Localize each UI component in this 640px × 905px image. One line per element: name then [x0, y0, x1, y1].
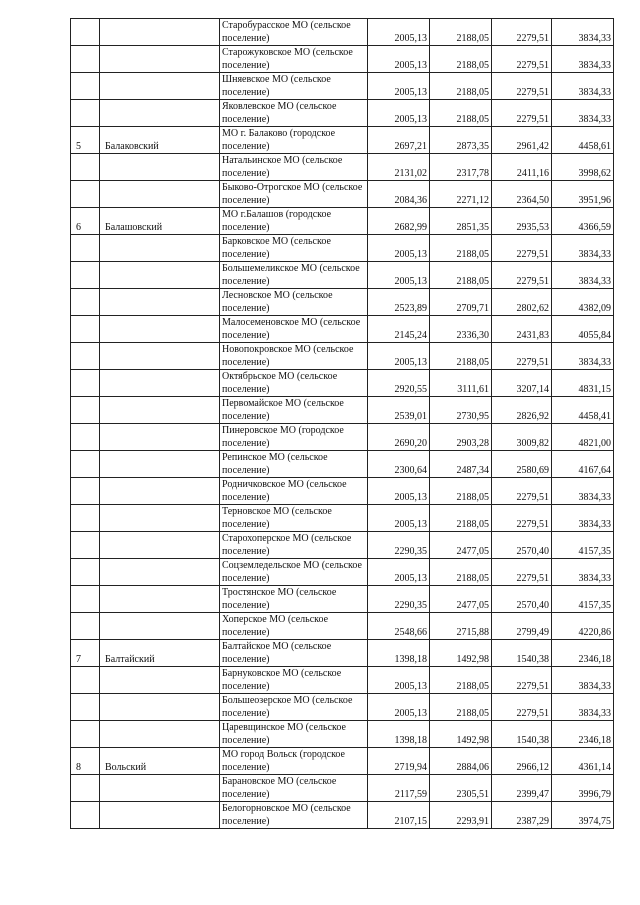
municipality-name: Пинеровское МО (городское поселение): [220, 424, 368, 451]
value-col-2: 2336,30: [430, 316, 492, 343]
district-name: [100, 478, 220, 505]
value-col-4: 4366,59: [552, 208, 614, 235]
municipality-name: Репинское МО (сельское поселение): [220, 451, 368, 478]
district-name: [100, 667, 220, 694]
district-name: [100, 613, 220, 640]
municipality-name: Белогорновское МО (сельское поселение): [220, 802, 368, 829]
value-col-1: 2682,99: [368, 208, 430, 235]
value-col-1: 1398,18: [368, 640, 430, 667]
table-row: [71, 505, 614, 532]
municipality-name: МО г.Балашов (городское поселение): [220, 208, 368, 235]
value-col-3: 2279,51: [492, 505, 552, 532]
value-col-3: 2431,83: [492, 316, 552, 343]
value-col-4: 3834,33: [552, 19, 614, 46]
value-col-2: 2851,35: [430, 208, 492, 235]
row-number: [71, 370, 100, 397]
municipality-name: МО г. Балаково (городское поселение): [220, 127, 368, 154]
municipality-name: Барановское МО (сельское поселение): [220, 775, 368, 802]
value-col-1: 2107,15: [368, 802, 430, 829]
value-col-4: 4821,00: [552, 424, 614, 451]
value-col-3: 2387,29: [492, 802, 552, 829]
value-col-1: 2005,13: [368, 694, 430, 721]
municipality-name: Царевщинское МО (сельское поселение): [220, 721, 368, 748]
district-name: [100, 505, 220, 532]
row-number: [71, 46, 100, 73]
municipality-name: Большеозерское МО (сельское поселение): [220, 694, 368, 721]
district-name: Балаковский: [100, 127, 220, 154]
row-number: [71, 19, 100, 46]
value-col-2: 2188,05: [430, 694, 492, 721]
value-col-2: 2730,95: [430, 397, 492, 424]
value-col-1: 2005,13: [368, 667, 430, 694]
value-col-1: 2697,21: [368, 127, 430, 154]
value-col-4: 4458,61: [552, 127, 614, 154]
table-row: [71, 316, 614, 343]
table-row: [71, 370, 614, 397]
table-row: [71, 289, 614, 316]
district-name: [100, 802, 220, 829]
row-number: [71, 100, 100, 127]
value-col-4: 3834,33: [552, 694, 614, 721]
table-row: [71, 559, 614, 586]
value-col-3: 2279,51: [492, 262, 552, 289]
row-number: [71, 235, 100, 262]
district-name: [100, 586, 220, 613]
table-row: [71, 262, 614, 289]
municipality-name: Барковское МО (сельское поселение): [220, 235, 368, 262]
value-col-1: 2005,13: [368, 343, 430, 370]
value-col-3: 2802,62: [492, 289, 552, 316]
value-col-1: 2719,94: [368, 748, 430, 775]
table-row: [71, 46, 614, 73]
row-number: [71, 154, 100, 181]
table-row: [71, 424, 614, 451]
district-name: [100, 775, 220, 802]
row-number: [71, 451, 100, 478]
district-name: [100, 46, 220, 73]
value-col-2: 2487,34: [430, 451, 492, 478]
row-number: [71, 559, 100, 586]
municipality-name: Новопокровское МО (сельское поселение): [220, 343, 368, 370]
value-col-2: 2188,05: [430, 478, 492, 505]
value-col-4: 3834,33: [552, 73, 614, 100]
value-col-2: 2188,05: [430, 46, 492, 73]
value-col-4: 4831,15: [552, 370, 614, 397]
row-number: [71, 262, 100, 289]
row-number: [71, 181, 100, 208]
row-number: [71, 532, 100, 559]
value-col-3: 2411,16: [492, 154, 552, 181]
district-name: [100, 370, 220, 397]
table-row: [71, 343, 614, 370]
table-row: [71, 640, 614, 667]
value-col-4: 3834,33: [552, 667, 614, 694]
municipality-name: МО город Вольск (городское поселение): [220, 748, 368, 775]
value-col-1: 2131,02: [368, 154, 430, 181]
municipality-name: Натальинское МО (сельское поселение): [220, 154, 368, 181]
value-col-3: 3207,14: [492, 370, 552, 397]
table-row: [71, 154, 614, 181]
district-name: [100, 235, 220, 262]
municipality-name: Старохоперское МО (сельское поселение): [220, 532, 368, 559]
municipality-name: Яковлевское МО (сельское поселение): [220, 100, 368, 127]
value-col-2: 3111,61: [430, 370, 492, 397]
municipality-name: Старожуковское МО (сельское поселение): [220, 46, 368, 73]
table-row: [71, 127, 614, 154]
value-col-3: 3009,82: [492, 424, 552, 451]
value-col-4: 4055,84: [552, 316, 614, 343]
row-number: [71, 613, 100, 640]
value-col-2: 2188,05: [430, 505, 492, 532]
value-col-3: 2966,12: [492, 748, 552, 775]
value-col-1: 2290,35: [368, 586, 430, 613]
district-name: Балтайский: [100, 640, 220, 667]
municipality-name: Барнуковское МО (сельское поселение): [220, 667, 368, 694]
value-col-1: 2005,13: [368, 19, 430, 46]
value-col-3: 2279,51: [492, 667, 552, 694]
value-col-1: 2690,20: [368, 424, 430, 451]
table-row: [71, 721, 614, 748]
district-name: [100, 100, 220, 127]
value-col-2: 2477,05: [430, 586, 492, 613]
district-name: [100, 532, 220, 559]
district-name: [100, 19, 220, 46]
value-col-4: 3834,33: [552, 100, 614, 127]
value-col-1: 2005,13: [368, 235, 430, 262]
municipality-name: Быково-Отрогское МО (сельское поселение): [220, 181, 368, 208]
value-col-3: 2826,92: [492, 397, 552, 424]
value-col-2: 2188,05: [430, 100, 492, 127]
value-col-4: 3998,62: [552, 154, 614, 181]
value-col-3: 2279,51: [492, 478, 552, 505]
value-col-4: 2346,18: [552, 640, 614, 667]
table-row: [71, 478, 614, 505]
table-row: [71, 586, 614, 613]
value-col-1: 2005,13: [368, 46, 430, 73]
district-name: [100, 73, 220, 100]
tariff-table: [70, 18, 614, 829]
municipality-name: Малосеменовское МО (сельское поселение): [220, 316, 368, 343]
value-col-2: 2188,05: [430, 19, 492, 46]
district-name: [100, 721, 220, 748]
value-col-4: 4458,41: [552, 397, 614, 424]
municipality-name: Шняевское МО (сельское поселение): [220, 73, 368, 100]
value-col-1: 1398,18: [368, 721, 430, 748]
value-col-3: 2364,50: [492, 181, 552, 208]
value-col-2: 2271,12: [430, 181, 492, 208]
value-col-2: 2715,88: [430, 613, 492, 640]
district-name: Балашовский: [100, 208, 220, 235]
municipality-name: Хоперское МО (сельское поселение): [220, 613, 368, 640]
municipality-name: Лесновское МО (сельское поселение): [220, 289, 368, 316]
table-row: [71, 208, 614, 235]
value-col-3: 2580,69: [492, 451, 552, 478]
table-row: [71, 748, 614, 775]
municipality-name: Соцземледельское МО (сельское поселение): [220, 559, 368, 586]
row-number: [71, 694, 100, 721]
row-number: [71, 802, 100, 829]
value-col-3: 2961,42: [492, 127, 552, 154]
row-number: [71, 721, 100, 748]
table-row: [71, 100, 614, 127]
row-number: 6: [71, 208, 100, 235]
value-col-1: 2539,01: [368, 397, 430, 424]
row-number: [71, 478, 100, 505]
table-row: [71, 73, 614, 100]
value-col-4: 3974,75: [552, 802, 614, 829]
table-row: [71, 19, 614, 46]
table-row: [71, 451, 614, 478]
value-col-4: 3834,33: [552, 343, 614, 370]
value-col-4: 4157,35: [552, 532, 614, 559]
value-col-3: 2279,51: [492, 73, 552, 100]
table-row: [71, 181, 614, 208]
table-row: [71, 667, 614, 694]
district-name: [100, 289, 220, 316]
value-col-2: 2873,35: [430, 127, 492, 154]
value-col-3: 2279,51: [492, 694, 552, 721]
value-col-1: 2084,36: [368, 181, 430, 208]
value-col-3: 2279,51: [492, 19, 552, 46]
value-col-3: 2279,51: [492, 100, 552, 127]
table-row: [71, 694, 614, 721]
value-col-2: 2317,78: [430, 154, 492, 181]
value-col-3: 2279,51: [492, 46, 552, 73]
district-name: [100, 343, 220, 370]
value-col-1: 2523,89: [368, 289, 430, 316]
value-col-4: 4382,09: [552, 289, 614, 316]
district-name: [100, 262, 220, 289]
value-col-2: 2884,06: [430, 748, 492, 775]
value-col-4: 3834,33: [552, 46, 614, 73]
district-name: Вольский: [100, 748, 220, 775]
municipality-name: Родничковское МО (сельское поселение): [220, 478, 368, 505]
value-col-2: 2305,51: [430, 775, 492, 802]
value-col-2: 1492,98: [430, 640, 492, 667]
row-number: [71, 289, 100, 316]
value-col-2: 2477,05: [430, 532, 492, 559]
table-row: [71, 532, 614, 559]
value-col-1: 2005,13: [368, 262, 430, 289]
value-col-4: 3834,33: [552, 559, 614, 586]
district-name: [100, 694, 220, 721]
district-name: [100, 451, 220, 478]
municipality-name: Терновское МО (сельское поселение): [220, 505, 368, 532]
table-row: [71, 235, 614, 262]
value-col-4: 4157,35: [552, 586, 614, 613]
value-col-1: 2005,13: [368, 73, 430, 100]
municipality-name: Старобурасское МО (сельское поселение): [220, 19, 368, 46]
value-col-2: 2188,05: [430, 73, 492, 100]
table-row: [71, 613, 614, 640]
value-col-4: 4167,64: [552, 451, 614, 478]
value-col-1: 2920,55: [368, 370, 430, 397]
value-col-4: 3834,33: [552, 262, 614, 289]
district-name: [100, 316, 220, 343]
value-col-2: 2903,28: [430, 424, 492, 451]
table-row: [71, 775, 614, 802]
row-number: [71, 343, 100, 370]
value-col-4: 3834,33: [552, 478, 614, 505]
value-col-2: 2188,05: [430, 559, 492, 586]
value-col-2: 2293,91: [430, 802, 492, 829]
value-col-4: 4220,86: [552, 613, 614, 640]
municipality-name: Первомайское МО (сельское поселение): [220, 397, 368, 424]
row-number: [71, 316, 100, 343]
value-col-2: 2709,71: [430, 289, 492, 316]
value-col-3: 2570,40: [492, 532, 552, 559]
municipality-name: Балтайское МО (сельское поселение): [220, 640, 368, 667]
value-col-3: 2279,51: [492, 235, 552, 262]
value-col-4: 2346,18: [552, 721, 614, 748]
district-name: [100, 154, 220, 181]
value-col-1: 2117,59: [368, 775, 430, 802]
value-col-2: 2188,05: [430, 262, 492, 289]
table-row: [71, 397, 614, 424]
row-number: 8: [71, 748, 100, 775]
district-name: [100, 424, 220, 451]
value-col-3: 2570,40: [492, 586, 552, 613]
value-col-1: 2290,35: [368, 532, 430, 559]
value-col-3: 2399,47: [492, 775, 552, 802]
value-col-3: 2279,51: [492, 559, 552, 586]
value-col-2: 2188,05: [430, 343, 492, 370]
value-col-4: 3834,33: [552, 235, 614, 262]
municipality-name: Большемеликское МО (сельское поселение): [220, 262, 368, 289]
district-name: [100, 559, 220, 586]
value-col-2: 2188,05: [430, 667, 492, 694]
row-number: [71, 424, 100, 451]
municipality-name: Октябрьское МО (сельское поселение): [220, 370, 368, 397]
value-col-1: 2005,13: [368, 100, 430, 127]
municipality-name: Тростянское МО (сельское поселение): [220, 586, 368, 613]
table-body: [71, 19, 614, 829]
value-col-3: 2799,49: [492, 613, 552, 640]
table-row: [71, 802, 614, 829]
row-number: [71, 667, 100, 694]
value-col-4: 3951,96: [552, 181, 614, 208]
district-name: [100, 397, 220, 424]
district-name: [100, 181, 220, 208]
row-number: [71, 505, 100, 532]
value-col-1: 2548,66: [368, 613, 430, 640]
row-number: 7: [71, 640, 100, 667]
value-col-1: 2145,24: [368, 316, 430, 343]
row-number: [71, 73, 100, 100]
value-col-1: 2005,13: [368, 478, 430, 505]
row-number: 5: [71, 127, 100, 154]
value-col-3: 2279,51: [492, 343, 552, 370]
value-col-3: 2935,53: [492, 208, 552, 235]
value-col-4: 4361,14: [552, 748, 614, 775]
value-col-1: 2005,13: [368, 559, 430, 586]
value-col-4: 3834,33: [552, 505, 614, 532]
value-col-1: 2300,64: [368, 451, 430, 478]
row-number: [71, 397, 100, 424]
value-col-2: 1492,98: [430, 721, 492, 748]
row-number: [71, 775, 100, 802]
value-col-4: 3996,79: [552, 775, 614, 802]
row-number: [71, 586, 100, 613]
value-col-3: 1540,38: [492, 721, 552, 748]
value-col-3: 1540,38: [492, 640, 552, 667]
value-col-2: 2188,05: [430, 235, 492, 262]
value-col-1: 2005,13: [368, 505, 430, 532]
